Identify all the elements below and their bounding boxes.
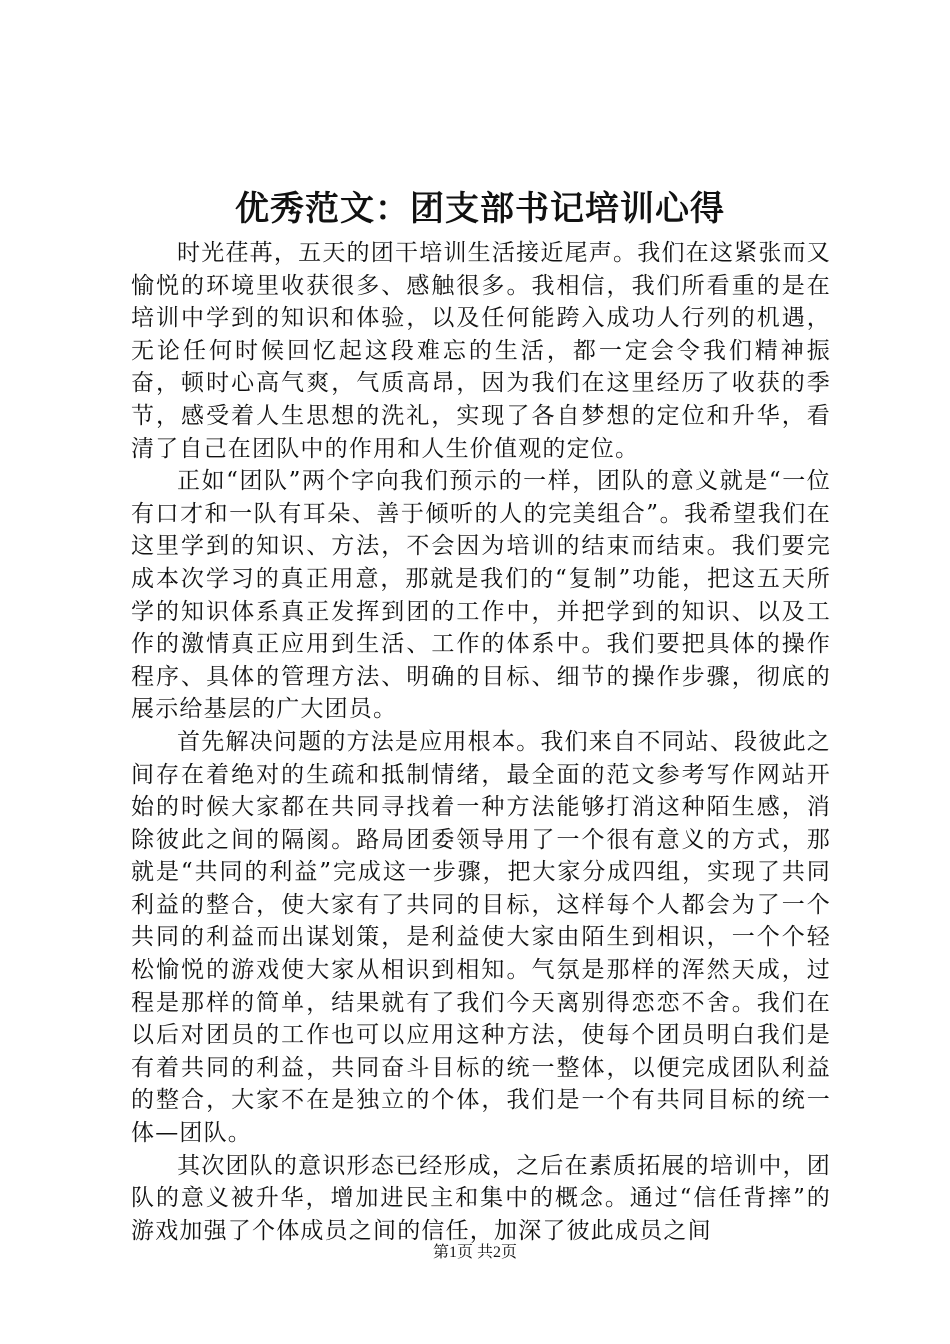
- paragraph: 时光荏苒，五天的团干培训生活接近尾声。我们在这紧张而又愉悦的环境里收获很多、感触很多。我相信，我们所看重的是在培训中学到的知识和体验，以及任何能跨入成功人行列的机遇，无论任何时候回忆起这段难忘的生活，都一定会令我们精神振奋，顿时心高气爽，气质高昂，因为我们在这里经历了收获的季节，感受着人生思想的洗礼，实现了各自梦想的定位和升华，看清了自己在团队中的作用和人生价值观的定位。: [131, 240, 831, 462]
- paragraph: 首先解决问题的方法是应用根本。我们来自不同站、段彼此之间存在着绝对的生疏和抵制情绪，最全面的范文参考写作网站开始的时候大家都在共同寻找着一种方法能够打消这种陌生感，消除彼此之间的隔阂。路局团委领导用了一个很有意义的方式，那就是“共同的利益”完成这一步骤，把大家分成四组，实现了共同利益的整合，使大家有了共同的目标，这样每个人都会为了一个共同的利益而出谋划策，是利益使大家由陌生到相识，一个个轻松愉悦的游戏使大家从相识到相知。气氛是那样的浑然天成，过程是那样的简单，结果就有了我们今天离别得恋恋不舍。我们在以后对团员的工作也可以应用这种方法，使每个团员明白我们是有着共同的利益，共同奋斗目标的统一整体，以便完成团队利益的整合，大家不在是独立的个体，我们是一个有共同目标的统一体—团队。: [131, 728, 831, 1147]
- paragraph: 其次团队的意识形态已经形成，之后在素质拓展的培训中，团队的意义被升华，增加进民主和集中的概念。通过“信任背摔”的游戏加强了个体成员之间的信任，加深了彼此成员之间: [131, 1152, 831, 1244]
- document-title: 优秀范文：团支部书记培训心得: [235, 189, 725, 229]
- document-body: [131, 237, 831, 1247]
- paragraph: 正如“团队”两个字向我们预示的一样，团队的意义就是“一位有口才和一队有耳朵、善于倾听的人的完美组合”。我希望我们在这里学到的知识、方法，不会因为培训的结束而结束。我们要完成本次学习的真正用意，那就是我们的“复制”功能，把这五天所学的知识体系真正发挥到团的工作中，并把学到的知识、以及工作的激情真正应用到生活、工作的体系中。我们要把具体的操作程序、具体的管理方法、明确的目标、细节的操作步骤，彻底的展示给基层的广大团员。: [131, 468, 831, 723]
- page-number-footer: 第1页 共2页: [432, 1244, 517, 1261]
